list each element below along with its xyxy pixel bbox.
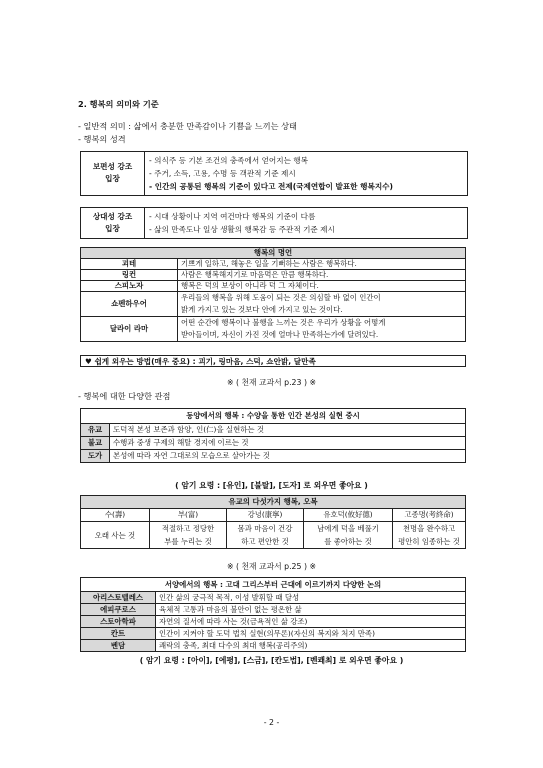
blessing-text: 평안히 임종하는 것 — [398, 537, 460, 546]
west-table — [80, 577, 466, 652]
blessing-cell — [393, 522, 466, 549]
blessing-text: 하고 편안한 것 — [241, 537, 289, 546]
universal-label-1: 보편성 강조 — [92, 162, 133, 171]
table-row — [81, 509, 466, 522]
west-text: 자연의 질서에 따라 사는 것(금욕적인 삶 강조) — [156, 616, 466, 628]
west-philosopher: 에피쿠로스 — [81, 604, 156, 616]
relative-label-2: 입장 — [105, 224, 120, 233]
east-school: 유교 — [81, 424, 110, 437]
west-text: 쾌락의 충족, 최대 다수의 최대 행복(공리주의) — [156, 640, 466, 652]
blessing-header: 수(壽) — [81, 509, 150, 522]
reference-note: ※ ( 천재 교과서 p.25 ) ※ — [226, 562, 317, 571]
table-row — [81, 317, 466, 342]
quote-author: 괴테 — [81, 259, 178, 270]
blessing-text: 몸과 마음이 건강 — [237, 524, 293, 533]
quote-text: 사람은 행복해지기로 마음먹은 만큼 행복하다. — [178, 270, 466, 281]
quote-text: 기쁘게 일하고, 해놓은 일을 기뻐하는 사람은 행복하다. — [178, 259, 466, 270]
divider — [144, 208, 145, 238]
quote-text: 어떤 순간에 행복이나 불행을 느끼는 것은 우리가 상황을 어떻게 — [181, 318, 386, 327]
table-row — [81, 592, 466, 604]
west-philosopher: 스토아학파 — [81, 616, 156, 628]
memory-tip: ( 암기 요령 : [유인], [불탈], [도자] 로 외우면 좋아요 ) — [175, 481, 368, 490]
quote-author: 달라이 라마 — [81, 317, 178, 342]
universal-line: - 인간의 공통된 행복의 기준이 있다고 전제(국제연합이 발표한 행복지수) — [149, 182, 393, 191]
table-row — [81, 628, 466, 640]
table-row — [81, 640, 466, 652]
universal-label — [81, 161, 144, 185]
nature-heading: - 행복의 성격 — [78, 134, 126, 144]
divider — [144, 152, 145, 195]
relative-lines — [149, 210, 335, 236]
blessing-header: 부(富) — [150, 509, 227, 522]
table-row — [81, 450, 466, 463]
east-text: 본성에 따라 자연 그대로의 모습으로 살아가는 것 — [110, 450, 466, 463]
quote-text: 우리들의 행복을 위해 도움이 되는 것은 의심할 바 없이 인간이 — [181, 293, 381, 302]
blessing-text: 오래 사는 것 — [94, 530, 136, 540]
relative-label-1: 상대성 강조 — [92, 212, 133, 221]
universal-line: - 의식주 등 기본 조건의 충족에서 얻어지는 행복 — [149, 156, 309, 165]
relative-box — [80, 207, 468, 239]
memory-tip-box: ♥ 쉽게 외우는 방법(매우 중요) : 괴기, 링마음, 스덕, 쇼안밝, 달만족 — [80, 355, 466, 367]
blessing-cell — [304, 522, 393, 549]
west-philosopher: 칸트 — [81, 628, 156, 640]
quote-text: 받아들이며, 자신이 가진 것에 얼마나 만족하는가에 달려있다. — [181, 330, 379, 339]
west-philosopher: 아리스토텔레스 — [81, 592, 156, 604]
table-row — [81, 292, 466, 317]
quotes-table — [80, 247, 466, 342]
reference-note: ※ ( 천재 교과서 p.23 ) ※ — [226, 378, 317, 387]
quote-text-cell — [178, 292, 466, 317]
universal-label-2: 입장 — [105, 174, 120, 183]
quote-text: 행복은 덕의 보상이 아니라 덕 그 자체이다. — [178, 281, 466, 292]
relative-line: - 시대 상황이나 지역 여건마다 행복의 기준이 다름 — [149, 212, 316, 221]
page-number: - 2 - — [263, 718, 280, 727]
blessing-cell — [150, 522, 227, 549]
table-row — [81, 604, 466, 616]
west-text: 육체적 고통과 마음의 불안이 없는 평온한 삶 — [156, 604, 466, 616]
east-table — [80, 408, 466, 463]
blessing-text: 부를 누리는 것 — [164, 537, 212, 546]
perspectives-heading: - 행복에 대한 다양한 관점 — [78, 391, 171, 401]
east-school: 불교 — [81, 437, 110, 450]
blessing-text: 적절하고 정당한 — [161, 524, 215, 533]
relative-line: - 삶의 만족도나 일상 생활의 행복감 등 주관적 기준 제시 — [149, 225, 335, 234]
section-heading: 2. 행복의 의미와 기준 — [78, 99, 159, 109]
west-text: 인간이 지켜야 할 도덕 법칙 실현(의무론)(자신의 복지와 처지 만족) — [156, 628, 466, 640]
blessing-text: 남에게 덕을 베풀기 — [317, 524, 379, 533]
table-row — [81, 281, 466, 292]
east-school: 도가 — [81, 450, 110, 463]
west-text: 인간 삶의 궁극적 목적, 이성 발휘할 때 달성 — [156, 592, 466, 604]
blessing-cell — [227, 522, 304, 549]
universal-lines — [149, 154, 393, 193]
table-row — [81, 424, 466, 437]
five-blessings-title: 유교의 다섯가지 행복, 오복 — [81, 496, 466, 509]
table-row — [81, 616, 466, 628]
relative-label — [81, 211, 144, 235]
blessing-header: 강녕(康寧) — [227, 509, 304, 522]
blessing-header: 고종명(考終命) — [393, 509, 466, 522]
table-row — [81, 522, 466, 549]
blessing-text: 를 좋아하는 것 — [324, 537, 372, 546]
quote-text-cell — [178, 317, 466, 342]
universal-line: - 주거, 소득, 고용, 수명 등 객관적 기준 제시 — [149, 169, 296, 178]
blessing-cell — [81, 522, 150, 549]
blessing-header: 유호덕(攸好德) — [304, 509, 393, 522]
general-meaning: - 일반적 의미 : 삶에서 충분한 만족감이나 기쁨을 느끼는 상태 — [78, 121, 297, 131]
memory-tip: ( 암기 요령 : [아이], [에평], [스금], [칸도법], [벤쾌최] 로 외우면 좋아요 ) — [139, 656, 404, 665]
quote-author: 링컨 — [81, 270, 178, 281]
west-title: 서양에서의 행복 : 고대 그리스부터 근대에 이르기까지 다양한 논의 — [81, 578, 466, 592]
quote-author: 스피노자 — [81, 281, 178, 292]
table-row — [81, 270, 466, 281]
table-row — [81, 437, 466, 450]
five-blessings-table — [80, 495, 466, 549]
east-text: 수행과 중생 구제의 해탈 경지에 이르는 것 — [110, 437, 466, 450]
table-row — [81, 259, 466, 270]
blessing-text: 천명을 완수하고 — [402, 524, 456, 533]
quotes-title: 행복의 명언 — [81, 248, 466, 259]
east-title: 동양에서의 행복 : 수양을 통한 인간 본성의 실현 중시 — [81, 409, 466, 424]
west-philosopher: 벤담 — [81, 640, 156, 652]
quote-author: 쇼펜하우어 — [81, 292, 178, 317]
east-text: 도덕적 본성 보존과 함양, 인(仁)을 실현하는 것 — [110, 424, 466, 437]
quote-text: 밝게 가지고 있는 것보다 안에 가지고 있는 것이다. — [181, 305, 343, 314]
universal-box — [80, 151, 468, 196]
